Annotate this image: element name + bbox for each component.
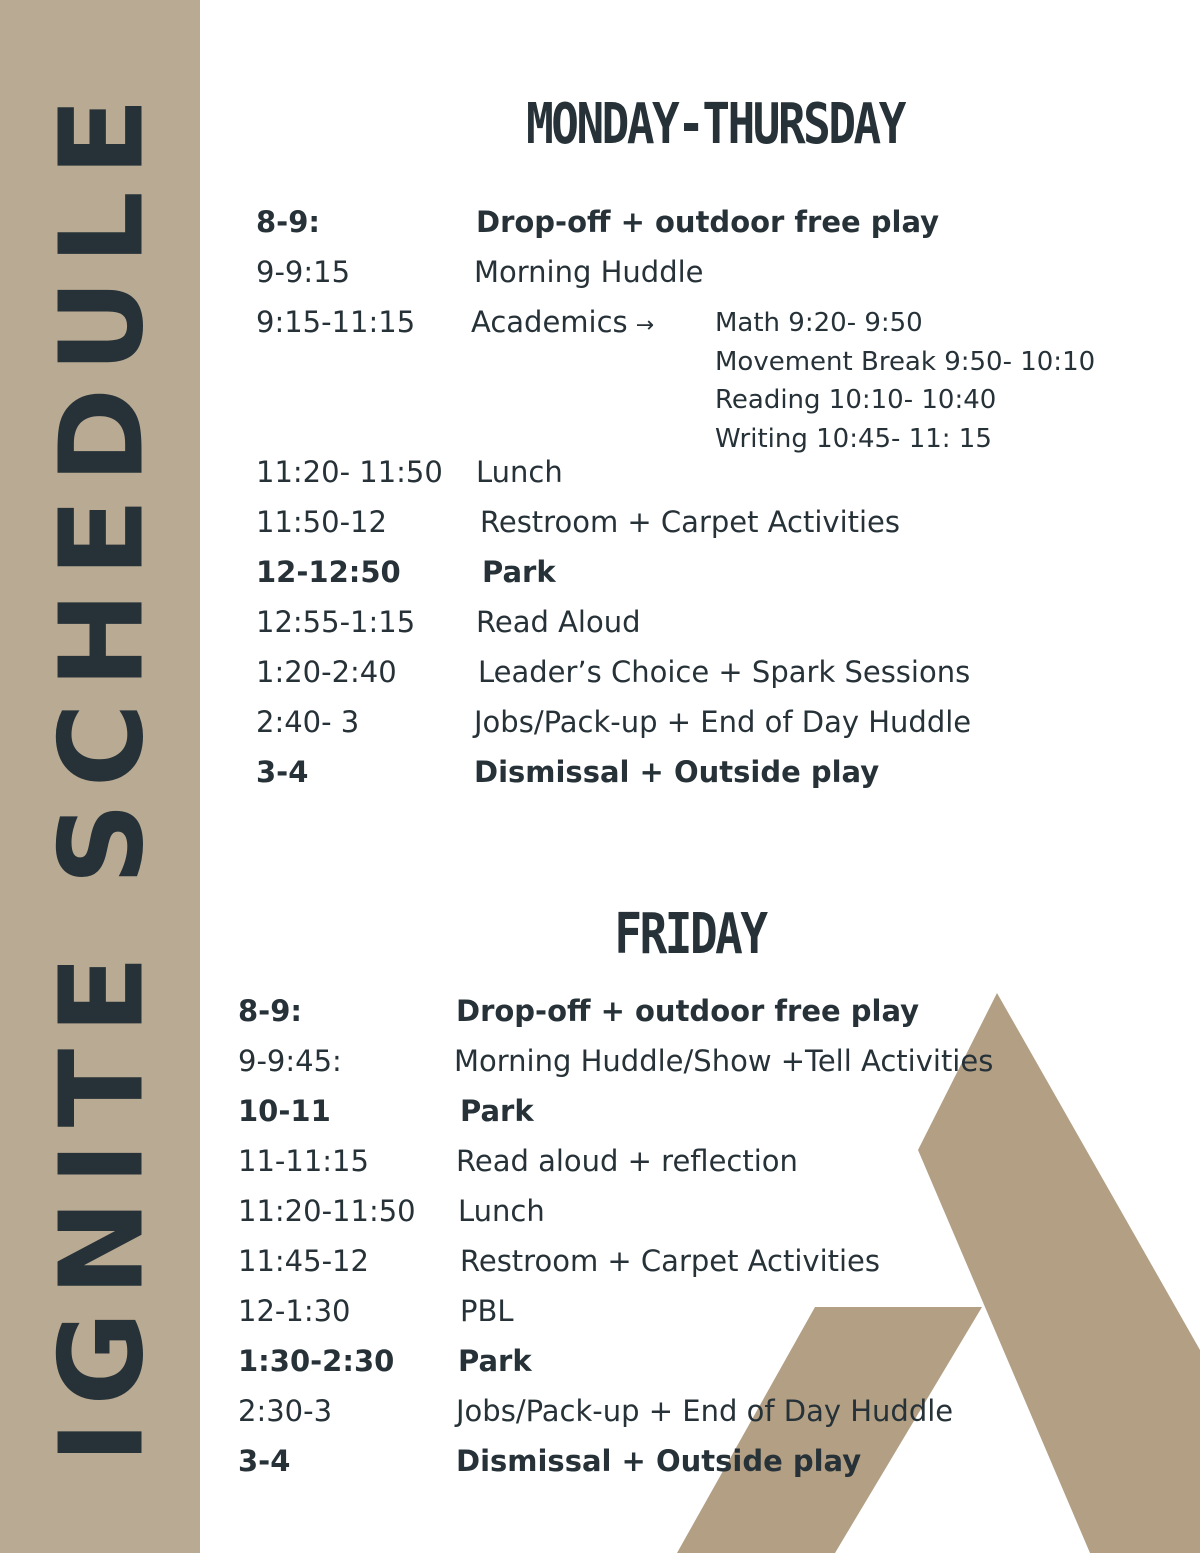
activity-text: Restroom + Carpet Activities [460, 1244, 881, 1278]
activity-label [456, 1443, 861, 1479]
time-slot: 2:40- 3 [256, 705, 360, 739]
academics-subject: Math 9:20- 9:50 [715, 308, 923, 338]
activity-label [474, 754, 879, 790]
time-slot: 12-1:30 [238, 1294, 351, 1328]
activity-text: Read aloud + reflection [456, 1144, 798, 1178]
time-slot: 3-4 [256, 755, 309, 789]
time-slot: 9:15-11:15 [256, 305, 416, 339]
time-slot: 11:20- 11:50 [256, 455, 443, 489]
activity-label [480, 504, 900, 540]
time-slot: 10-11 [238, 1094, 331, 1128]
activity-label [471, 304, 654, 344]
activity-label [474, 254, 704, 290]
activity-text: Park [482, 555, 556, 589]
activity-label [482, 554, 556, 590]
activity-text: Jobs/Pack-up + End of Day Huddle [456, 1394, 954, 1428]
time-slot: 9-9:15 [256, 255, 351, 289]
activity-text: Academics [471, 305, 628, 339]
activity-text: Leader’s Choice + Spark Sessions [478, 655, 971, 689]
time-slot: 12:55-1:15 [256, 605, 416, 639]
activity-label [458, 1193, 545, 1229]
activity-label [460, 1293, 514, 1329]
activity-label [456, 1393, 953, 1429]
monday-thursday-heading: MONDAY-THURSDAY [526, 92, 904, 157]
activity-text: Read Aloud [476, 605, 641, 639]
activity-text: Lunch [458, 1194, 545, 1228]
activity-label [460, 1243, 880, 1279]
time-slot: 2:30-3 [238, 1394, 333, 1428]
arrow-right-icon: → [635, 313, 655, 338]
time-slot: 11-11:15 [238, 1144, 369, 1178]
time-slot: 3-4 [238, 1444, 291, 1478]
activity-text: Morning Huddle [474, 255, 704, 289]
activity-text: Dismissal + Outside play [456, 1444, 862, 1478]
activity-text: Jobs/Pack-up + End of Day Huddle [474, 705, 972, 739]
academics-subject: Reading 10:10- 10:40 [715, 385, 997, 415]
time-slot: 11:50-12 [256, 505, 387, 539]
time-slot: 11:45-12 [238, 1244, 369, 1278]
activity-text: Drop-off + outdoor free play [456, 994, 920, 1028]
activity-label [476, 454, 563, 490]
time-slot: 1:30-2:30 [238, 1344, 395, 1378]
activity-text: Drop-off + outdoor free play [476, 205, 940, 239]
friday-heading: FRIDAY [614, 902, 766, 967]
activity-text: Restroom + Carpet Activities [480, 505, 901, 539]
activity-label [476, 204, 939, 240]
activity-text: PBL [460, 1294, 514, 1328]
activity-label [456, 1143, 798, 1179]
activity-label [478, 654, 970, 690]
time-slot: 11:20-11:50 [238, 1194, 416, 1228]
time-slot: 8-9: [238, 994, 302, 1028]
activity-label [460, 1093, 534, 1129]
activity-text: Park [460, 1094, 534, 1128]
academics-subject: Writing 10:45- 11: 15 [715, 423, 992, 454]
academics-subject: Movement Break 9:50- 10:10 [715, 346, 1096, 377]
activity-label [454, 1043, 993, 1079]
decorative-small-stripe [677, 1307, 982, 1553]
activity-label [458, 1343, 532, 1379]
activity-text: Dismissal + Outside play [474, 755, 880, 789]
time-slot: 8-9: [256, 205, 320, 239]
activity-text: Park [458, 1344, 532, 1378]
time-slot: 9-9:45: [238, 1044, 342, 1078]
activity-label [476, 604, 641, 640]
activity-text: Morning Huddle/Show +Tell Activities [454, 1044, 994, 1078]
activity-label [474, 704, 971, 740]
time-slot: 12-12:50 [256, 555, 401, 589]
schedule-title: IGNITE SCHEDULE [35, 82, 170, 1464]
time-slot: 1:20-2:40 [256, 655, 397, 689]
activity-label [456, 993, 919, 1029]
activity-text: Lunch [476, 455, 563, 489]
